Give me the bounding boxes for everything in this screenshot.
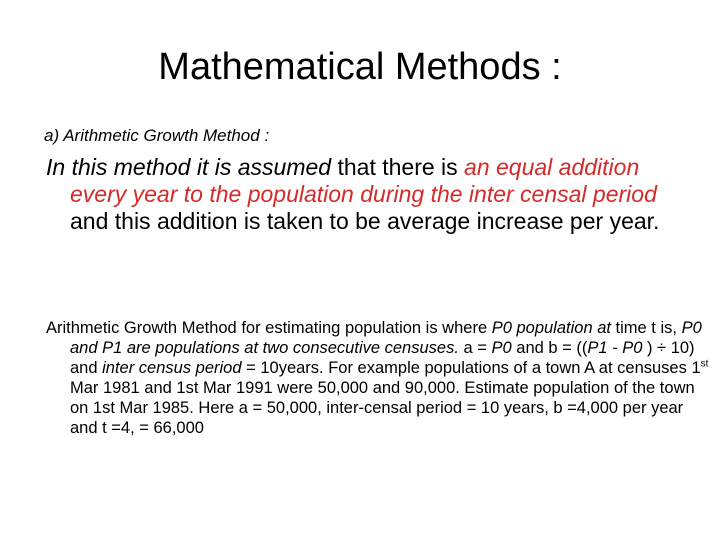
method-italic: P1 - P0	[587, 339, 643, 357]
ordinal-superscript: st	[700, 358, 709, 370]
method-italic: inter census period	[102, 359, 242, 377]
assumption-lead: In this method it is assumed	[46, 154, 332, 180]
assumption-tail: and this addition is taken to be average increase per year.	[70, 208, 660, 234]
assumption-connector: that there is	[331, 154, 465, 180]
slide-title: Mathematical Methods :	[158, 46, 562, 88]
method-text: ) ÷ 10) and	[70, 339, 695, 377]
paragraph-assumption	[46, 154, 690, 235]
method-italic: P0 and P1 are populations at two consecutive censuses.	[70, 319, 702, 357]
method-text: Arithmetic Growth Method for estimating population is where	[46, 319, 492, 337]
method-text: a =	[458, 339, 492, 357]
method-italic: P0	[491, 339, 512, 357]
assumption-highlight: an equal addition every year to the population during the inter censal period	[70, 154, 657, 207]
method-text: Mar 1981 and 1st Mar 1991 were 50,000 and 90,000. Estimate population of the town on 1st Mar 1985. Here a = 50,000, inter-censal period = 10 years, b =4,000 per year and t =4, = 66,000	[70, 379, 695, 437]
method-text: = 10years. For example populations of a town A at censuses 1	[241, 359, 701, 377]
method-text: and b = ((	[511, 339, 588, 357]
method-text: time t is,	[610, 319, 682, 337]
method-italic: P0 population at	[491, 319, 611, 337]
paragraph-method-example	[46, 318, 710, 438]
section-subheading: a) Arithmetic Growth Method :	[44, 126, 270, 145]
